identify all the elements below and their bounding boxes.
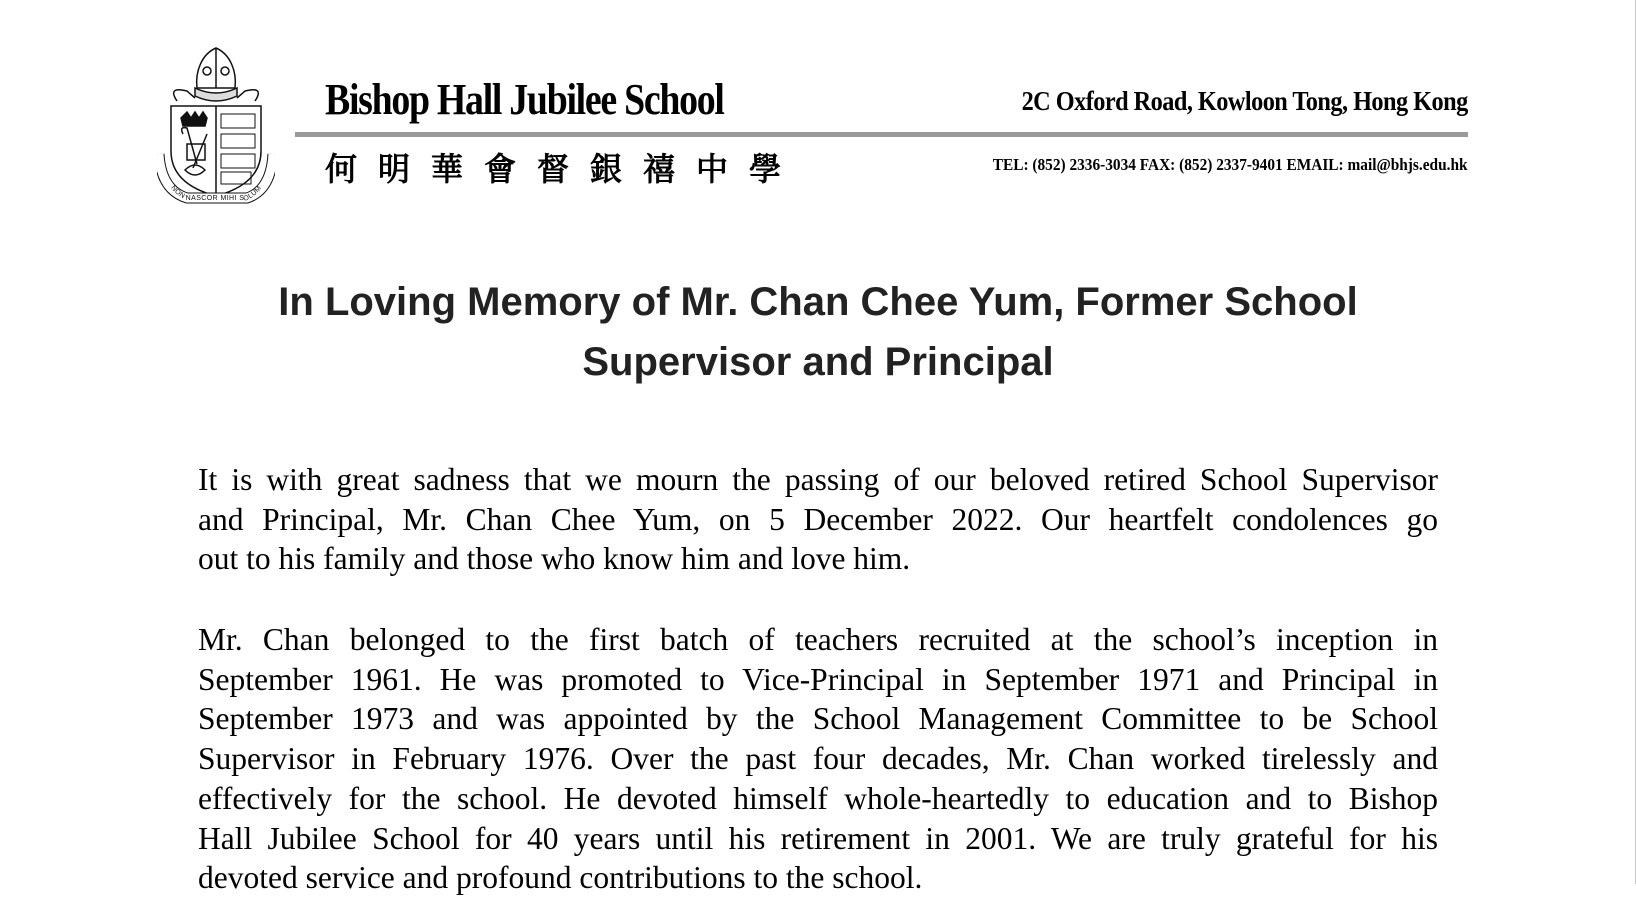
letterhead-divider xyxy=(295,132,1468,137)
text-line: Mr. Chan belonged to the first batch of teachers recruited at the school’s inception in xyxy=(198,622,1438,657)
paragraph-condolences xyxy=(198,460,1438,579)
memorial-title xyxy=(0,272,1636,392)
school-name-english: Bishop Hall Jubilee School xyxy=(325,75,724,124)
text-line: It is with great sadness that we mourn the passing of our beloved retired School Supervisor xyxy=(198,462,1438,497)
text-line: out to his family and those who know him and love him. xyxy=(198,541,911,577)
text-line: devoted service and profound contributions to the school. xyxy=(198,860,923,896)
text-line: Supervisor in February 1976. Over the past four decades, Mr. Chan worked tirelessly and xyxy=(198,741,1438,777)
text-line: September 1973 and was appointed by the School Management Committee to be School xyxy=(198,701,1438,737)
text-line: Hall Jubilee School for 40 years until his retirement in 2001. We are truly grateful for his xyxy=(198,820,1438,856)
text-line: and Principal, Mr. Chan Chee Yum, on 5 December 2022. Our heartfelt condolences go xyxy=(198,501,1438,537)
school-name-chinese: 何明華會督銀禧中學 xyxy=(325,150,803,188)
title-line: In Loving Memory of Mr. Chan Chee Yum, Former School xyxy=(278,280,1358,324)
contact-info: TEL: (852) 2336-3034 FAX: (852) 2337-9401 EMAIL: mail@bhjs.edu.hk xyxy=(993,155,1468,174)
school-crest-logo xyxy=(157,46,275,206)
title-line: Supervisor and Principal xyxy=(582,340,1054,384)
text-line: effectively for the school. He devoted himself whole-heartedly to education and to Bishop xyxy=(198,780,1438,816)
text-line: September 1961. He was promoted to Vice-Principal in September 1971 and Principal in xyxy=(198,661,1438,697)
crest-motto: NON NASCOR MIHI SOLUM xyxy=(169,184,264,203)
paragraph-biography xyxy=(198,620,1438,898)
school-address: 2C Oxford Road, Kowloon Tong, Hong Kong xyxy=(1021,86,1468,116)
